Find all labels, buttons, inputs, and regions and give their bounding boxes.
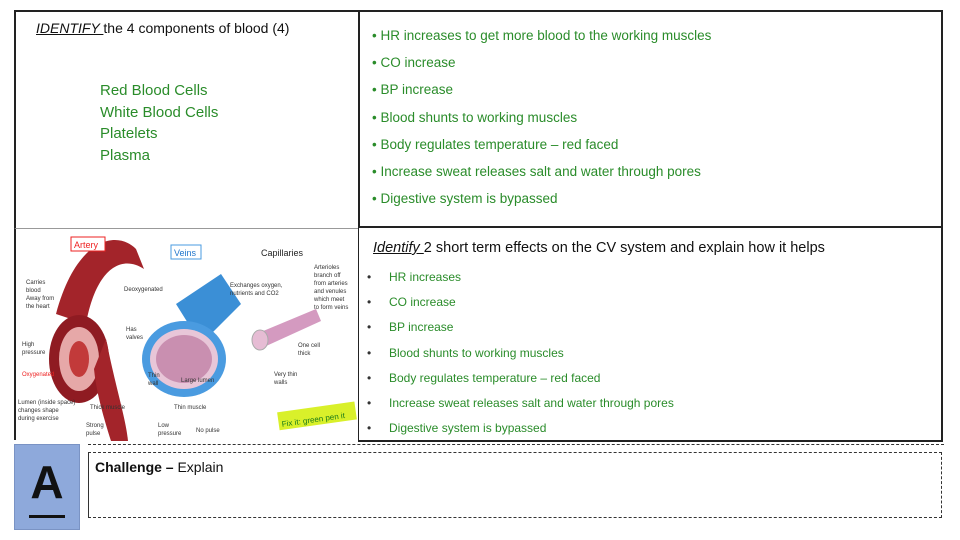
answer-item: • Blood shunts to working muscles [372, 109, 578, 125]
answers-list [372, 28, 711, 218]
effects-list [367, 270, 674, 446]
green-pen-note: Fix it: green pen it [281, 411, 346, 429]
list-item-text: Body regulates temperature – red faced [389, 370, 601, 385]
bullet: • [367, 370, 372, 385]
list-item [367, 371, 674, 396]
bullet: • [367, 295, 372, 310]
bullet: • [367, 320, 372, 335]
has-valves-note: Has valves [126, 327, 144, 341]
very-thin-note: Very thin walls [274, 372, 298, 386]
component-item: White Blood Cells [100, 103, 219, 121]
list-item-text: BP increase [389, 320, 454, 335]
list-item [367, 320, 674, 345]
challenge-prompt: Explain [177, 459, 224, 475]
question-keyword: Identify [373, 240, 424, 256]
answer-item: • Digestive system is bypassed [372, 191, 558, 207]
bullet: • [367, 345, 372, 360]
deoxygenated-note: Deoxygenated [124, 287, 163, 293]
question-keyword: IDENTIFY [36, 20, 104, 36]
thin-muscle-note: Thin muscle [174, 405, 207, 411]
no-pulse-note: No pulse [196, 428, 220, 434]
list-item-text: Blood shunts to working muscles [389, 345, 564, 360]
bullet: • [367, 421, 372, 436]
question-text: 2 short term effects on the CV system and explain how it helps [423, 240, 825, 256]
arterioles-note: Arterioles branch off from arteries and venules which meet to form veins [314, 265, 349, 311]
list-item [367, 295, 674, 320]
question-title [373, 240, 825, 256]
challenge-heading: Challenge – [95, 459, 178, 475]
large-lumen-note: Large lumen [181, 378, 215, 384]
answer-item: • Increase sweat releases salt and water through pores [372, 163, 701, 179]
list-item-text: Increase sweat releases salt and water through pores [389, 395, 674, 410]
strong-pulse-note: Strong pulse [86, 423, 104, 437]
exchange-note: Exchanges oxygen, nutrients and CO2 [230, 283, 283, 297]
answer-item: • Body regulates temperature – red faced [372, 136, 619, 152]
blood-vessels-diagram [14, 228, 359, 440]
lumen-note: Lumen (inside space) changes shape during exercise [18, 400, 76, 422]
low-pressure-note: Low pressure [158, 423, 182, 437]
answer-item: • BP increase [372, 82, 454, 98]
grade-letter: A [30, 456, 64, 508]
bullet: • [367, 270, 372, 284]
grade-a-box [14, 444, 80, 530]
question-title [36, 20, 289, 36]
answer-item: • HR increases to get more blood to the working muscles [372, 28, 712, 43]
list-item-text: HR increases [389, 270, 462, 284]
high-pressure-note: High pressure [22, 342, 46, 356]
bullet: • [367, 395, 372, 410]
artery-shape [56, 240, 144, 324]
capillary-end [252, 330, 268, 350]
answer-item: • CO increase [372, 55, 456, 71]
carries-blood-note: Carries blood Away from the heart [26, 280, 55, 310]
list-item-text: CO increase [389, 295, 456, 310]
artery-label: Artery [74, 240, 99, 250]
oxygenated-note: Oxygenated [22, 372, 55, 378]
question-text: the 4 components of blood (4) [103, 20, 290, 36]
challenge-label [95, 459, 223, 475]
answers-panel [358, 10, 943, 228]
components-list [100, 80, 218, 166]
capillaries-label: Capillaries [261, 248, 304, 258]
vessels-illustration [16, 229, 359, 441]
component-item: Red Blood Cells [100, 82, 208, 99]
component-item: Plasma [100, 146, 151, 164]
one-cell-note: One cell thick [298, 343, 321, 357]
thick-muscle-note: Thick muscle [90, 405, 126, 411]
list-item [367, 270, 674, 295]
veins-label: Veins [174, 248, 197, 258]
vein-lumen [156, 335, 215, 384]
challenge-box[interactable] [88, 452, 942, 518]
thin-wall-note: Thin wall [148, 373, 160, 387]
list-item [367, 421, 674, 446]
list-item [367, 396, 674, 421]
component-item: Platelets [100, 125, 158, 142]
question-components-panel [14, 10, 359, 228]
question-effects-panel [358, 228, 943, 442]
challenge-divider [88, 444, 944, 445]
grade-underline [29, 515, 65, 518]
list-item [367, 346, 674, 371]
artery-lumen [69, 341, 89, 377]
list-item-text: Digestive system is bypassed [389, 421, 547, 436]
